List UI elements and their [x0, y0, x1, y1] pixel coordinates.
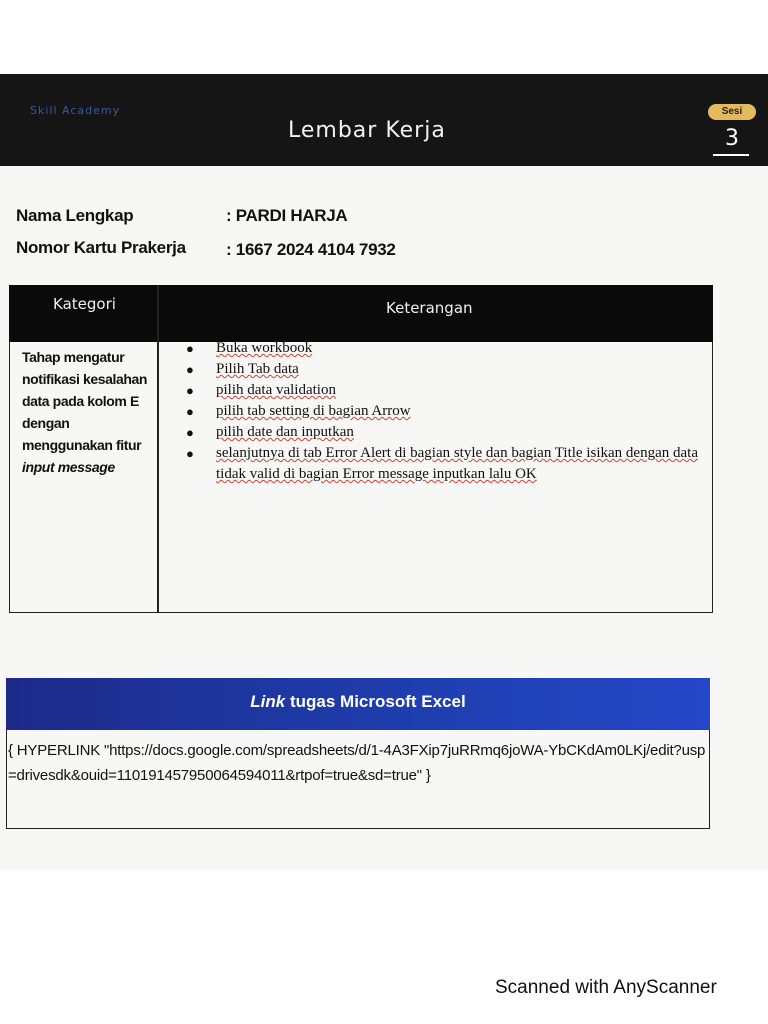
kartu-label: Nomor Kartu Prakerja [16, 238, 186, 257]
column-kategori: Kategori [53, 295, 116, 313]
list-item: ● Buka workbook [186, 338, 706, 359]
nama-value: : PARDI HARJA [226, 206, 348, 225]
scanner-watermark: Scanned with AnyScanner [495, 977, 717, 998]
nama-label: Nama Lengkap [16, 206, 134, 225]
list-item: ● Pilih Tab data [186, 359, 706, 380]
list-item: ● pilih data validation [186, 380, 706, 401]
bullet-icon: ● [186, 383, 194, 398]
column-keterangan: Keterangan [386, 299, 473, 317]
hyperlink-text[interactable]: { HYPERLINK "https://docs.google.com/spreadsheets/d/1-4A3FXip7juRRmq6joWA-YbCKdAm0LKj/edit?usp=drivesdk&ouid=110191457950064594011&rtpof=true&sd=true" } [8, 742, 706, 784]
list-item: ● selanjutnya di tab Error Alert di bagian style dan bagian Title isikan dengan data tidak valid di bagian Error message inputkan lalu OK [186, 445, 698, 482]
link-title-rest: tugas Microsoft Excel [285, 692, 466, 711]
list-item: ● pilih tab setting di bagian Arrow [186, 401, 706, 422]
kategori-text: Tahap mengatur notifikasi kesalahan data pada kolom E dengan menggunakan fitur [22, 349, 148, 453]
bullet-icon: ● [186, 341, 194, 356]
kartu-value: : 1667 2024 4104 7932 [226, 240, 396, 259]
brand-logo-text: Skill Academy [30, 104, 121, 117]
sesi-underline [713, 154, 749, 156]
link-title-italic: Link [250, 692, 286, 711]
sesi-badge: Sesi [708, 104, 756, 120]
list-item: ● pilih date dan inputkan [186, 422, 706, 443]
bullet-icon: ● [186, 362, 194, 377]
table-column-divider [157, 285, 159, 613]
bullet-icon: ● [186, 404, 194, 419]
kategori-italic-text: input message [22, 459, 115, 475]
link-section-title [6, 692, 710, 712]
keterangan-list [186, 338, 706, 485]
kategori-cell [22, 346, 156, 478]
bullet-icon: ● [186, 425, 194, 440]
page-title: Lembar Kerja [288, 118, 446, 143]
table-header [9, 285, 713, 342]
bullet-icon: ● [186, 446, 194, 461]
sesi-number: 3 [725, 126, 739, 151]
